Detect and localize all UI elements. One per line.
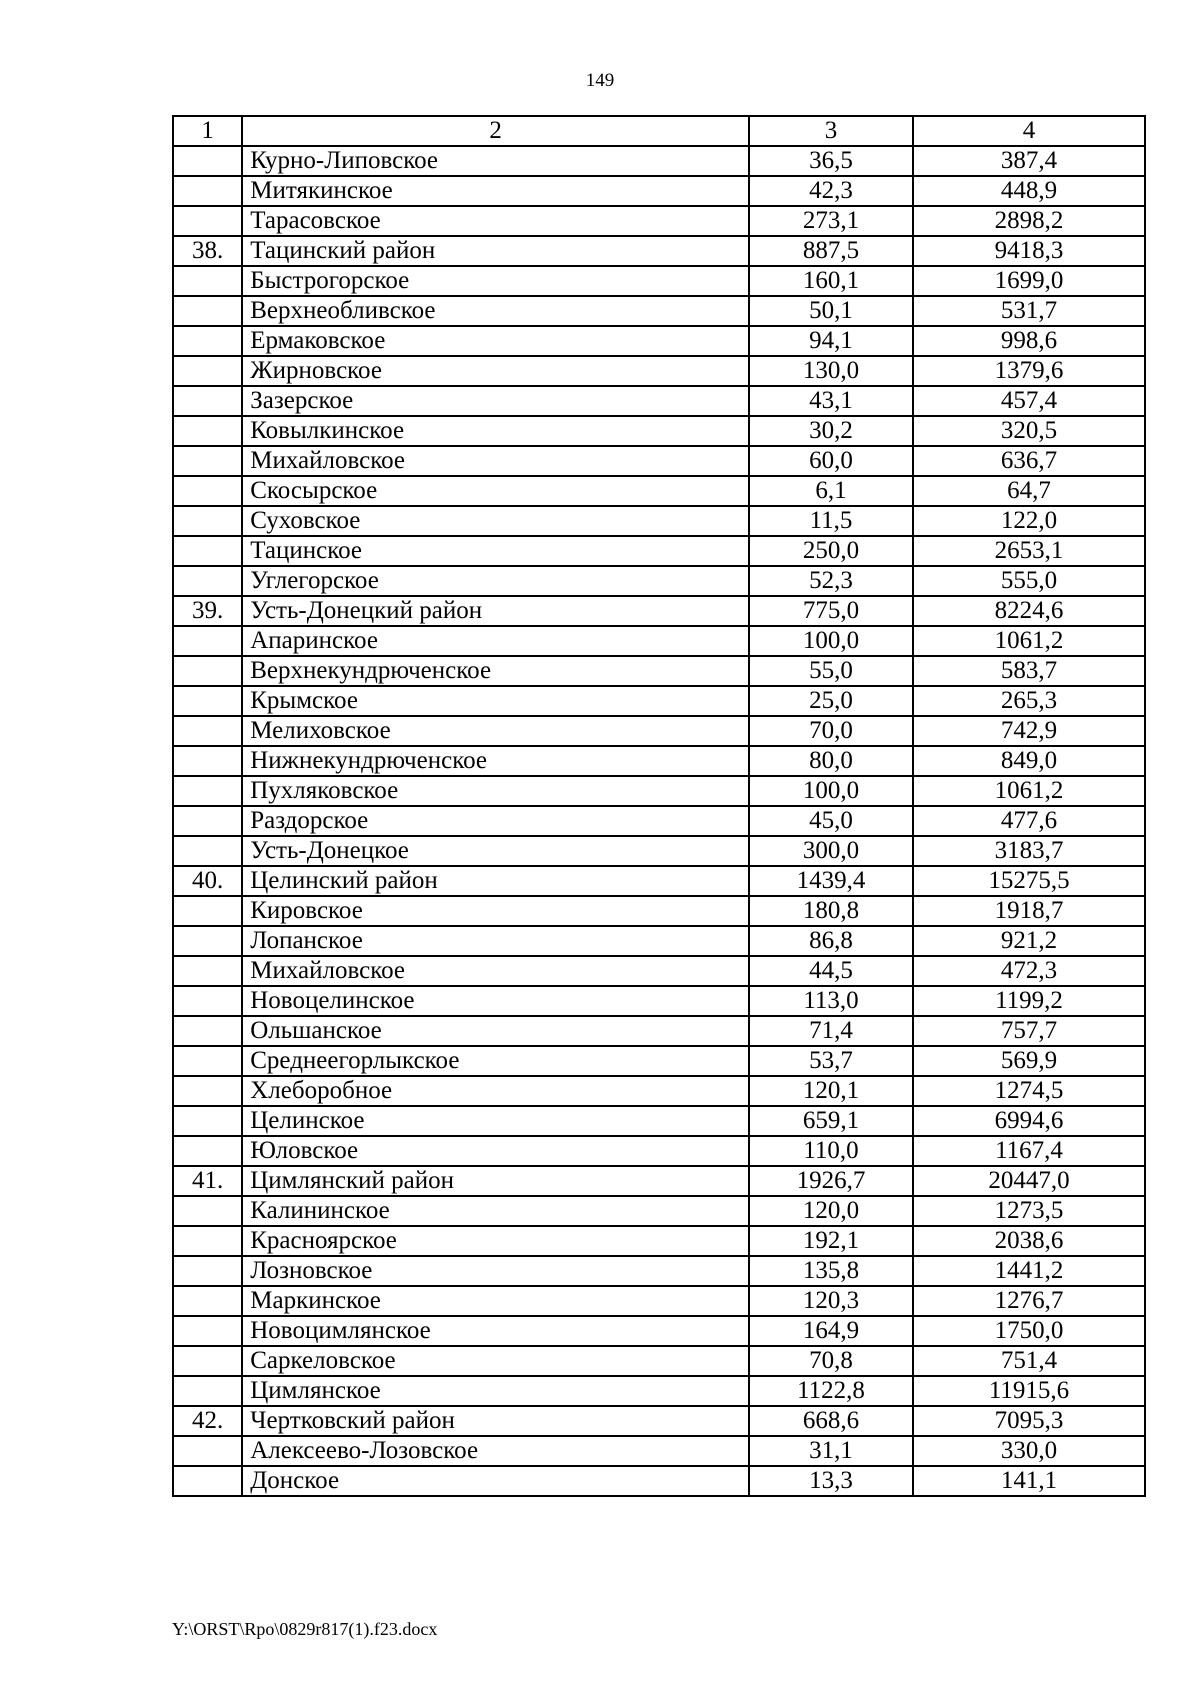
row-number-cell bbox=[173, 896, 242, 926]
name-cell: Юловское bbox=[242, 1136, 749, 1166]
value-col4-cell: 330,0 bbox=[913, 1436, 1145, 1466]
row-number-cell bbox=[173, 206, 242, 236]
row-number-cell bbox=[173, 716, 242, 746]
value-col3-cell: 775,0 bbox=[749, 596, 913, 626]
table-row bbox=[173, 536, 1145, 566]
value-col4-cell: 2898,2 bbox=[913, 206, 1145, 236]
value-col3-cell: 659,1 bbox=[749, 1106, 913, 1136]
row-number-cell: 41. bbox=[173, 1166, 242, 1196]
value-col4-cell: 583,7 bbox=[913, 656, 1145, 686]
value-col3-cell: 180,8 bbox=[749, 896, 913, 926]
table-row bbox=[173, 806, 1145, 836]
value-col4-cell: 1750,0 bbox=[913, 1316, 1145, 1346]
value-col4-cell: 998,6 bbox=[913, 326, 1145, 356]
name-cell: Михайловское bbox=[242, 446, 749, 476]
row-number-cell bbox=[173, 836, 242, 866]
table-row bbox=[173, 656, 1145, 686]
name-cell: Цимлянское bbox=[242, 1376, 749, 1406]
row-number-cell bbox=[173, 1316, 242, 1346]
row-number-cell bbox=[173, 506, 242, 536]
name-cell: Михайловское bbox=[242, 956, 749, 986]
value-col3-cell: 130,0 bbox=[749, 356, 913, 386]
value-col3-cell: 30,2 bbox=[749, 416, 913, 446]
name-cell: Целинский район bbox=[242, 866, 749, 896]
value-col4-cell: 141,1 bbox=[913, 1466, 1145, 1496]
table-row bbox=[173, 1016, 1145, 1046]
header-cell-4: 4 bbox=[913, 116, 1145, 146]
table-row bbox=[173, 836, 1145, 866]
name-cell: Ольшанское bbox=[242, 1016, 749, 1046]
row-number-cell bbox=[173, 1286, 242, 1316]
value-col4-cell: 636,7 bbox=[913, 446, 1145, 476]
value-col3-cell: 11,5 bbox=[749, 506, 913, 536]
value-col4-cell: 20447,0 bbox=[913, 1166, 1145, 1196]
name-cell: Усть-Донецкий район bbox=[242, 596, 749, 626]
value-col4-cell: 1061,2 bbox=[913, 776, 1145, 806]
value-col3-cell: 164,9 bbox=[749, 1316, 913, 1346]
value-col3-cell: 45,0 bbox=[749, 806, 913, 836]
row-number-cell bbox=[173, 1076, 242, 1106]
name-cell: Среднеегорлыкское bbox=[242, 1046, 749, 1076]
name-cell: Верхнекундрюченское bbox=[242, 656, 749, 686]
value-col4-cell: 3183,7 bbox=[913, 836, 1145, 866]
value-col3-cell: 6,1 bbox=[749, 476, 913, 506]
value-col3-cell: 192,1 bbox=[749, 1226, 913, 1256]
header-cell-3: 3 bbox=[749, 116, 913, 146]
value-col4-cell: 1441,2 bbox=[913, 1256, 1145, 1286]
table-row bbox=[173, 266, 1145, 296]
value-col3-cell: 50,1 bbox=[749, 296, 913, 326]
value-col4-cell: 1061,2 bbox=[913, 626, 1145, 656]
table-row bbox=[173, 896, 1145, 926]
name-cell: Ковылкинское bbox=[242, 416, 749, 446]
row-number-cell bbox=[173, 1466, 242, 1496]
row-number-cell: 39. bbox=[173, 596, 242, 626]
value-col3-cell: 1926,7 bbox=[749, 1166, 913, 1196]
value-col3-cell: 44,5 bbox=[749, 956, 913, 986]
value-col4-cell: 2038,6 bbox=[913, 1226, 1145, 1256]
row-number-cell bbox=[173, 1376, 242, 1406]
table-row bbox=[173, 206, 1145, 236]
name-cell: Тарасовское bbox=[242, 206, 749, 236]
row-number-cell bbox=[173, 656, 242, 686]
value-col3-cell: 113,0 bbox=[749, 986, 913, 1016]
table-row bbox=[173, 986, 1145, 1016]
name-cell: Тацинское bbox=[242, 536, 749, 566]
value-col3-cell: 887,5 bbox=[749, 236, 913, 266]
header-cell-2: 2 bbox=[242, 116, 749, 146]
table-row bbox=[173, 626, 1145, 656]
table-row bbox=[173, 1136, 1145, 1166]
row-number-cell bbox=[173, 1016, 242, 1046]
name-cell: Целинское bbox=[242, 1106, 749, 1136]
name-cell: Мелиховское bbox=[242, 716, 749, 746]
name-cell: Кировское bbox=[242, 896, 749, 926]
name-cell: Хлеборобное bbox=[242, 1076, 749, 1106]
table-row bbox=[173, 1256, 1145, 1286]
table-row bbox=[173, 1286, 1145, 1316]
value-col3-cell: 43,1 bbox=[749, 386, 913, 416]
value-col3-cell: 120,3 bbox=[749, 1286, 913, 1316]
row-number-cell bbox=[173, 1136, 242, 1166]
row-number-cell bbox=[173, 476, 242, 506]
table-row bbox=[173, 1196, 1145, 1226]
row-number-cell bbox=[173, 446, 242, 476]
name-cell: Апаринское bbox=[242, 626, 749, 656]
row-number-cell bbox=[173, 1196, 242, 1226]
value-col4-cell: 7095,3 bbox=[913, 1406, 1145, 1436]
name-cell: Нижнекундрюченское bbox=[242, 746, 749, 776]
table-row bbox=[173, 1046, 1145, 1076]
name-cell: Крымское bbox=[242, 686, 749, 716]
name-cell: Лозновское bbox=[242, 1256, 749, 1286]
value-col3-cell: 25,0 bbox=[749, 686, 913, 716]
row-number-cell: 38. bbox=[173, 236, 242, 266]
row-number-cell bbox=[173, 1256, 242, 1286]
row-number-cell bbox=[173, 266, 242, 296]
table-row bbox=[173, 476, 1145, 506]
name-cell: Углегорское bbox=[242, 566, 749, 596]
value-col4-cell: 15275,5 bbox=[913, 866, 1145, 896]
name-cell: Суховское bbox=[242, 506, 749, 536]
value-col3-cell: 120,0 bbox=[749, 1196, 913, 1226]
value-col4-cell: 320,5 bbox=[913, 416, 1145, 446]
table-row bbox=[173, 746, 1145, 776]
value-col3-cell: 135,8 bbox=[749, 1256, 913, 1286]
name-cell: Чертковский район bbox=[242, 1406, 749, 1436]
value-col4-cell: 1699,0 bbox=[913, 266, 1145, 296]
value-col3-cell: 86,8 bbox=[749, 926, 913, 956]
table-row bbox=[173, 1226, 1145, 1256]
value-col3-cell: 1439,4 bbox=[749, 866, 913, 896]
table-row bbox=[173, 1076, 1145, 1106]
value-col3-cell: 160,1 bbox=[749, 266, 913, 296]
name-cell: Жирновское bbox=[242, 356, 749, 386]
value-col4-cell: 1276,7 bbox=[913, 1286, 1145, 1316]
table-row bbox=[173, 1346, 1145, 1376]
row-number-cell bbox=[173, 296, 242, 326]
row-number-cell bbox=[173, 1046, 242, 1076]
name-cell: Скосырское bbox=[242, 476, 749, 506]
table-row bbox=[173, 956, 1145, 986]
table-row bbox=[173, 146, 1145, 176]
row-number-cell bbox=[173, 986, 242, 1016]
name-cell: Саркеловское bbox=[242, 1346, 749, 1376]
value-col3-cell: 94,1 bbox=[749, 326, 913, 356]
value-col3-cell: 110,0 bbox=[749, 1136, 913, 1166]
value-col4-cell: 751,4 bbox=[913, 1346, 1145, 1376]
row-number-cell bbox=[173, 326, 242, 356]
value-col4-cell: 1918,7 bbox=[913, 896, 1145, 926]
row-number-cell bbox=[173, 1106, 242, 1136]
row-number-cell bbox=[173, 386, 242, 416]
value-col4-cell: 1273,5 bbox=[913, 1196, 1145, 1226]
value-col3-cell: 668,6 bbox=[749, 1406, 913, 1436]
row-number-cell bbox=[173, 806, 242, 836]
value-col3-cell: 53,7 bbox=[749, 1046, 913, 1076]
row-number-cell bbox=[173, 416, 242, 446]
name-cell: Курно-Липовское bbox=[242, 146, 749, 176]
name-cell: Донское bbox=[242, 1466, 749, 1496]
row-number-cell bbox=[173, 626, 242, 656]
name-cell: Новоцелинское bbox=[242, 986, 749, 1016]
name-cell: Зазерское bbox=[242, 386, 749, 416]
name-cell: Раздорское bbox=[242, 806, 749, 836]
value-col4-cell: 11915,6 bbox=[913, 1376, 1145, 1406]
row-number-cell bbox=[173, 926, 242, 956]
value-col3-cell: 52,3 bbox=[749, 566, 913, 596]
value-col4-cell: 1199,2 bbox=[913, 986, 1145, 1016]
value-col4-cell: 457,4 bbox=[913, 386, 1145, 416]
value-col4-cell: 122,0 bbox=[913, 506, 1145, 536]
table-row bbox=[173, 566, 1145, 596]
table-row bbox=[173, 176, 1145, 206]
value-col3-cell: 60,0 bbox=[749, 446, 913, 476]
row-number-cell bbox=[173, 1226, 242, 1256]
table-row bbox=[173, 1466, 1145, 1496]
name-cell: Новоцимлянское bbox=[242, 1316, 749, 1346]
value-col3-cell: 42,3 bbox=[749, 176, 913, 206]
row-number-cell bbox=[173, 536, 242, 566]
name-cell: Пухляковское bbox=[242, 776, 749, 806]
table-header-row bbox=[173, 116, 1145, 146]
value-col4-cell: 9418,3 bbox=[913, 236, 1145, 266]
table-row bbox=[173, 1106, 1145, 1136]
table-row bbox=[173, 866, 1145, 896]
value-col3-cell: 55,0 bbox=[749, 656, 913, 686]
value-col3-cell: 1122,8 bbox=[749, 1376, 913, 1406]
row-number-cell bbox=[173, 746, 242, 776]
table-row bbox=[173, 356, 1145, 386]
row-number-cell bbox=[173, 176, 242, 206]
value-col4-cell: 921,2 bbox=[913, 926, 1145, 956]
value-col3-cell: 273,1 bbox=[749, 206, 913, 236]
name-cell: Алексеево-Лозовское bbox=[242, 1436, 749, 1466]
value-col3-cell: 13,3 bbox=[749, 1466, 913, 1496]
table-row bbox=[173, 416, 1145, 446]
table-row bbox=[173, 1376, 1145, 1406]
row-number-cell bbox=[173, 686, 242, 716]
name-cell: Калининское bbox=[242, 1196, 749, 1226]
value-col4-cell: 757,7 bbox=[913, 1016, 1145, 1046]
table-row bbox=[173, 236, 1145, 266]
table-row bbox=[173, 1316, 1145, 1346]
value-col4-cell: 448,9 bbox=[913, 176, 1145, 206]
value-col3-cell: 100,0 bbox=[749, 776, 913, 806]
row-number-cell bbox=[173, 1436, 242, 1466]
value-col4-cell: 531,7 bbox=[913, 296, 1145, 326]
value-col3-cell: 31,1 bbox=[749, 1436, 913, 1466]
table-row bbox=[173, 296, 1145, 326]
table-row bbox=[173, 386, 1145, 416]
header-cell-1: 1 bbox=[173, 116, 242, 146]
name-cell: Лопанское bbox=[242, 926, 749, 956]
footer-file-path: Y:\ORST\Rpo\0829r817(1).f23.docx bbox=[172, 1619, 438, 1639]
table-row bbox=[173, 1436, 1145, 1466]
table-row bbox=[173, 326, 1145, 356]
data-table bbox=[172, 115, 1146, 1497]
name-cell: Красноярское bbox=[242, 1226, 749, 1256]
value-col3-cell: 70,8 bbox=[749, 1346, 913, 1376]
value-col4-cell: 1379,6 bbox=[913, 356, 1145, 386]
value-col3-cell: 100,0 bbox=[749, 626, 913, 656]
value-col3-cell: 120,1 bbox=[749, 1076, 913, 1106]
name-cell: Ермаковское bbox=[242, 326, 749, 356]
row-number-cell bbox=[173, 776, 242, 806]
page-number: 149 bbox=[585, 70, 615, 91]
value-col3-cell: 250,0 bbox=[749, 536, 913, 566]
value-col4-cell: 6994,6 bbox=[913, 1106, 1145, 1136]
value-col4-cell: 64,7 bbox=[913, 476, 1145, 506]
value-col4-cell: 387,4 bbox=[913, 146, 1145, 176]
row-number-cell bbox=[173, 956, 242, 986]
row-number-cell: 40. bbox=[173, 866, 242, 896]
row-number-cell bbox=[173, 146, 242, 176]
value-col4-cell: 265,3 bbox=[913, 686, 1145, 716]
name-cell: Тацинский район bbox=[242, 236, 749, 266]
value-col4-cell: 555,0 bbox=[913, 566, 1145, 596]
value-col3-cell: 70,0 bbox=[749, 716, 913, 746]
table-row bbox=[173, 506, 1145, 536]
value-col4-cell: 2653,1 bbox=[913, 536, 1145, 566]
table-row bbox=[173, 926, 1145, 956]
name-cell: Верхнеобливское bbox=[242, 296, 749, 326]
row-number-cell bbox=[173, 356, 242, 386]
value-col4-cell: 742,9 bbox=[913, 716, 1145, 746]
table-row bbox=[173, 446, 1145, 476]
value-col4-cell: 472,3 bbox=[913, 956, 1145, 986]
row-number-cell bbox=[173, 566, 242, 596]
value-col3-cell: 80,0 bbox=[749, 746, 913, 776]
row-number-cell bbox=[173, 1346, 242, 1376]
value-col4-cell: 1167,4 bbox=[913, 1136, 1145, 1166]
value-col3-cell: 71,4 bbox=[749, 1016, 913, 1046]
table-row bbox=[173, 686, 1145, 716]
value-col4-cell: 477,6 bbox=[913, 806, 1145, 836]
table-row bbox=[173, 716, 1145, 746]
value-col3-cell: 36,5 bbox=[749, 146, 913, 176]
row-number-cell: 42. bbox=[173, 1406, 242, 1436]
table-row bbox=[173, 1166, 1145, 1196]
value-col4-cell: 8224,6 bbox=[913, 596, 1145, 626]
name-cell: Быстрогорское bbox=[242, 266, 749, 296]
value-col4-cell: 1274,5 bbox=[913, 1076, 1145, 1106]
value-col3-cell: 300,0 bbox=[749, 836, 913, 866]
table-row bbox=[173, 596, 1145, 626]
name-cell: Усть-Донецкое bbox=[242, 836, 749, 866]
value-col4-cell: 569,9 bbox=[913, 1046, 1145, 1076]
name-cell: Цимлянский район bbox=[242, 1166, 749, 1196]
table-row bbox=[173, 1406, 1145, 1436]
name-cell: Маркинское bbox=[242, 1286, 749, 1316]
name-cell: Митякинское bbox=[242, 176, 749, 206]
value-col4-cell: 849,0 bbox=[913, 746, 1145, 776]
table-row bbox=[173, 776, 1145, 806]
